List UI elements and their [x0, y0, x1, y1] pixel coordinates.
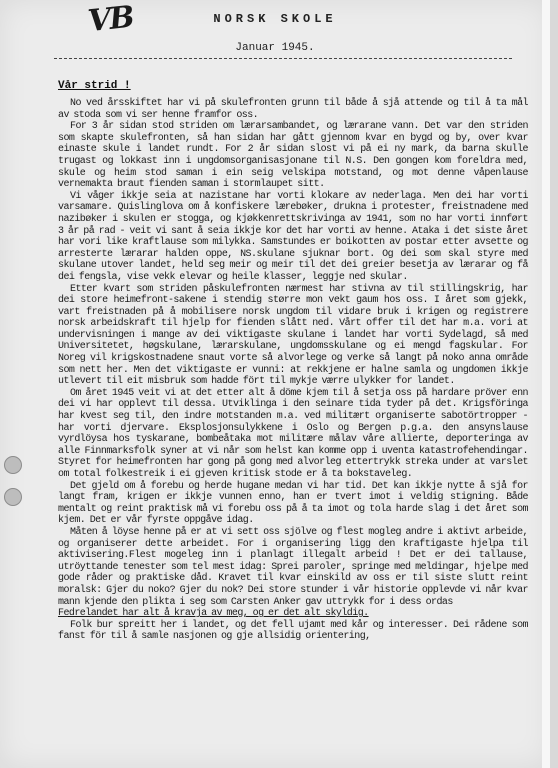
paragraph-5: Om året 1945 veit vi at det etter alt å döme kjem til å setja oss på hardare pröver enn dei vi har opplevt til dessa. Utviklinga i den seinare tida tyder på det. Krigsföringa har kvest seg til, den indre motstanden m.a. ved militært organiserte sabotörtropper - har vorti djervare. Eksplosjonsulykkene i Oslo og Bergen p.g.a. den ansynslause vyrdlöysa hos tyskarane, bombeåtaka mot militære målav våre allierte, deporteringa av alle Finnmarksfolk syner at vi når som helst kan komme opp i uventa katastrofehendingar. Styret for heimefronten har gong på gong med alvorleg ettertrykk streka under at varslet om total folkestreik i ei gjeven kritisk stode er å ta bokstaveleg. — [58, 387, 528, 480]
underlined-phrase: Fedrelandet har alt å kravja av meg, og er det alt skyldig. — [58, 608, 369, 620]
paragraph-1: No ved årsskiftet har vi på skulefronten grunn til både å sjå attende og til å ta mål av stoda som vi ser henne framfor oss. — [58, 98, 528, 121]
punch-hole — [4, 456, 22, 474]
paragraph-3: Vi våger ikkje seia at nazistane har vorti klokare av nederlaga. Men dei har vorti varsamare. Quislinglova om å konfiskere lærebøker, drukna i protester, freistnadene med nazibøker i skulen er stogga, og kjøkkenrettskrivinga av 1941, som no har vorti innført 3 år på rad - veit vi sant å seia ikkje kor det har vorti av henne. Ataka i det siste året har vori like kraftlause som milykka. Samstundes er boikotten av postar etter avsette og arresterte lærarar halden oppe, NS.skulane sjuknar bort. Og dei som skal styre med skulane utover landet, held seg meir og meir til det dei greier besetja av lærarar og få dei fengsla, vise vekk elevar og heile klasser, leggje ned skular. — [58, 190, 528, 283]
issue-date: Januar 1945. — [235, 42, 315, 54]
underlined-quote — [58, 608, 528, 620]
article-body — [58, 98, 528, 643]
dashed-divider — [54, 58, 512, 59]
punch-hole — [4, 488, 22, 506]
newsletter-title: NORSK SKOLE — [213, 12, 337, 26]
paragraph-7: Måten å löyse henne på er at vi sett oss sjölve og flest mogleg andre i aktivt arbeide, og organiserer dette arbeidet. For i organisering ligg den kraftigaste hjelpa til aktivisering.Flest mogeleg inn i planlagt illegalt arbeid ! Det er dei tallause, utröyttande tenester som tel mest idag: Sprei paroler, springe med meldingar, hjelpe med gode råder og praktiske dåd. Kravet til kvar einskild av oss er til siste slutt reint moralsk: Gjer du noko? Gjer du nok? Dei store stunder i vår historie opplevde vi når kvar mann kjende den plikta i seg som Carsten Anker gav uttrykk for i dess ordas — [58, 526, 528, 608]
torn-right-edge — [542, 0, 550, 768]
handwritten-mark: VB — [86, 0, 135, 40]
article-heading: Vår strid ! — [58, 80, 131, 92]
paragraph-6: Det gjeld om å forebu og herde hugane medan vi har tid. Det kan ikkje nytte å sjå for langt fram, krigen er ikkje vunnen enno, han er tvert imot i veldig stigning. Både mentalt og reint praktisk må vi forebu oss på å ta imot og tola harde slag i det året som kjem. Det er vår fyrste oppgåve idag. — [58, 480, 528, 527]
paragraph-2: For 3 år sidan stod striden om lærarsambandet, og lærarane vann. Det var den striden som skapte skulefronten, så han sidan har gått gjennom kvar en bygd og by, over kvar einaste skule i landet rundt. For 2 år sidan slost vi på ei ny mark, da barna skulle trugast og lokkast inn i ungdomsorganisasjonane til N.S. Den gongen kom foreldra med, skule og heim stod saman i ein seig velskipa motstand, og mot denne våpenlause vernemakta braut fienden saman i stormlaupet sitt. — [58, 121, 528, 191]
paragraph-8: Folk bur spreitt her i landet, og det fell ujamt med kår og interesser. Dei rådene som fanst för til å samle nasjonen og gje allsidig orientering, — [58, 619, 528, 643]
paragraph-4: Etter kvart som striden påskulefronten nærmest har stivna av til stillingskrig, har dei store heimefront-sakene i stendig større mon vekt gaum hos oss. I året som gjekk, vart freistnaden på å mobilisere norsk ungdom til vidare bruk i krigen og registrere norsk arbeidskraft til hjelp for fienden slått ned. Vårt offer til det har m.a. vori at undervisningen i mange av dei viktigaste skulane i landet har vorti Sydelagd, så med Universitetet, høgskulane, lærarskulane, ungdomsskulane og ei mengd fagskular. For Noreg vil krigskostnadene snaut vorte så alvorlege og verke så langt på noko anna område som nett her. Men det viktigaste er vunni: at rekkjene er halne samla og ungdomen ikkje utlevert til eit misbruk som hadde fört til mykje værre ulykker for landet. — [58, 283, 528, 388]
